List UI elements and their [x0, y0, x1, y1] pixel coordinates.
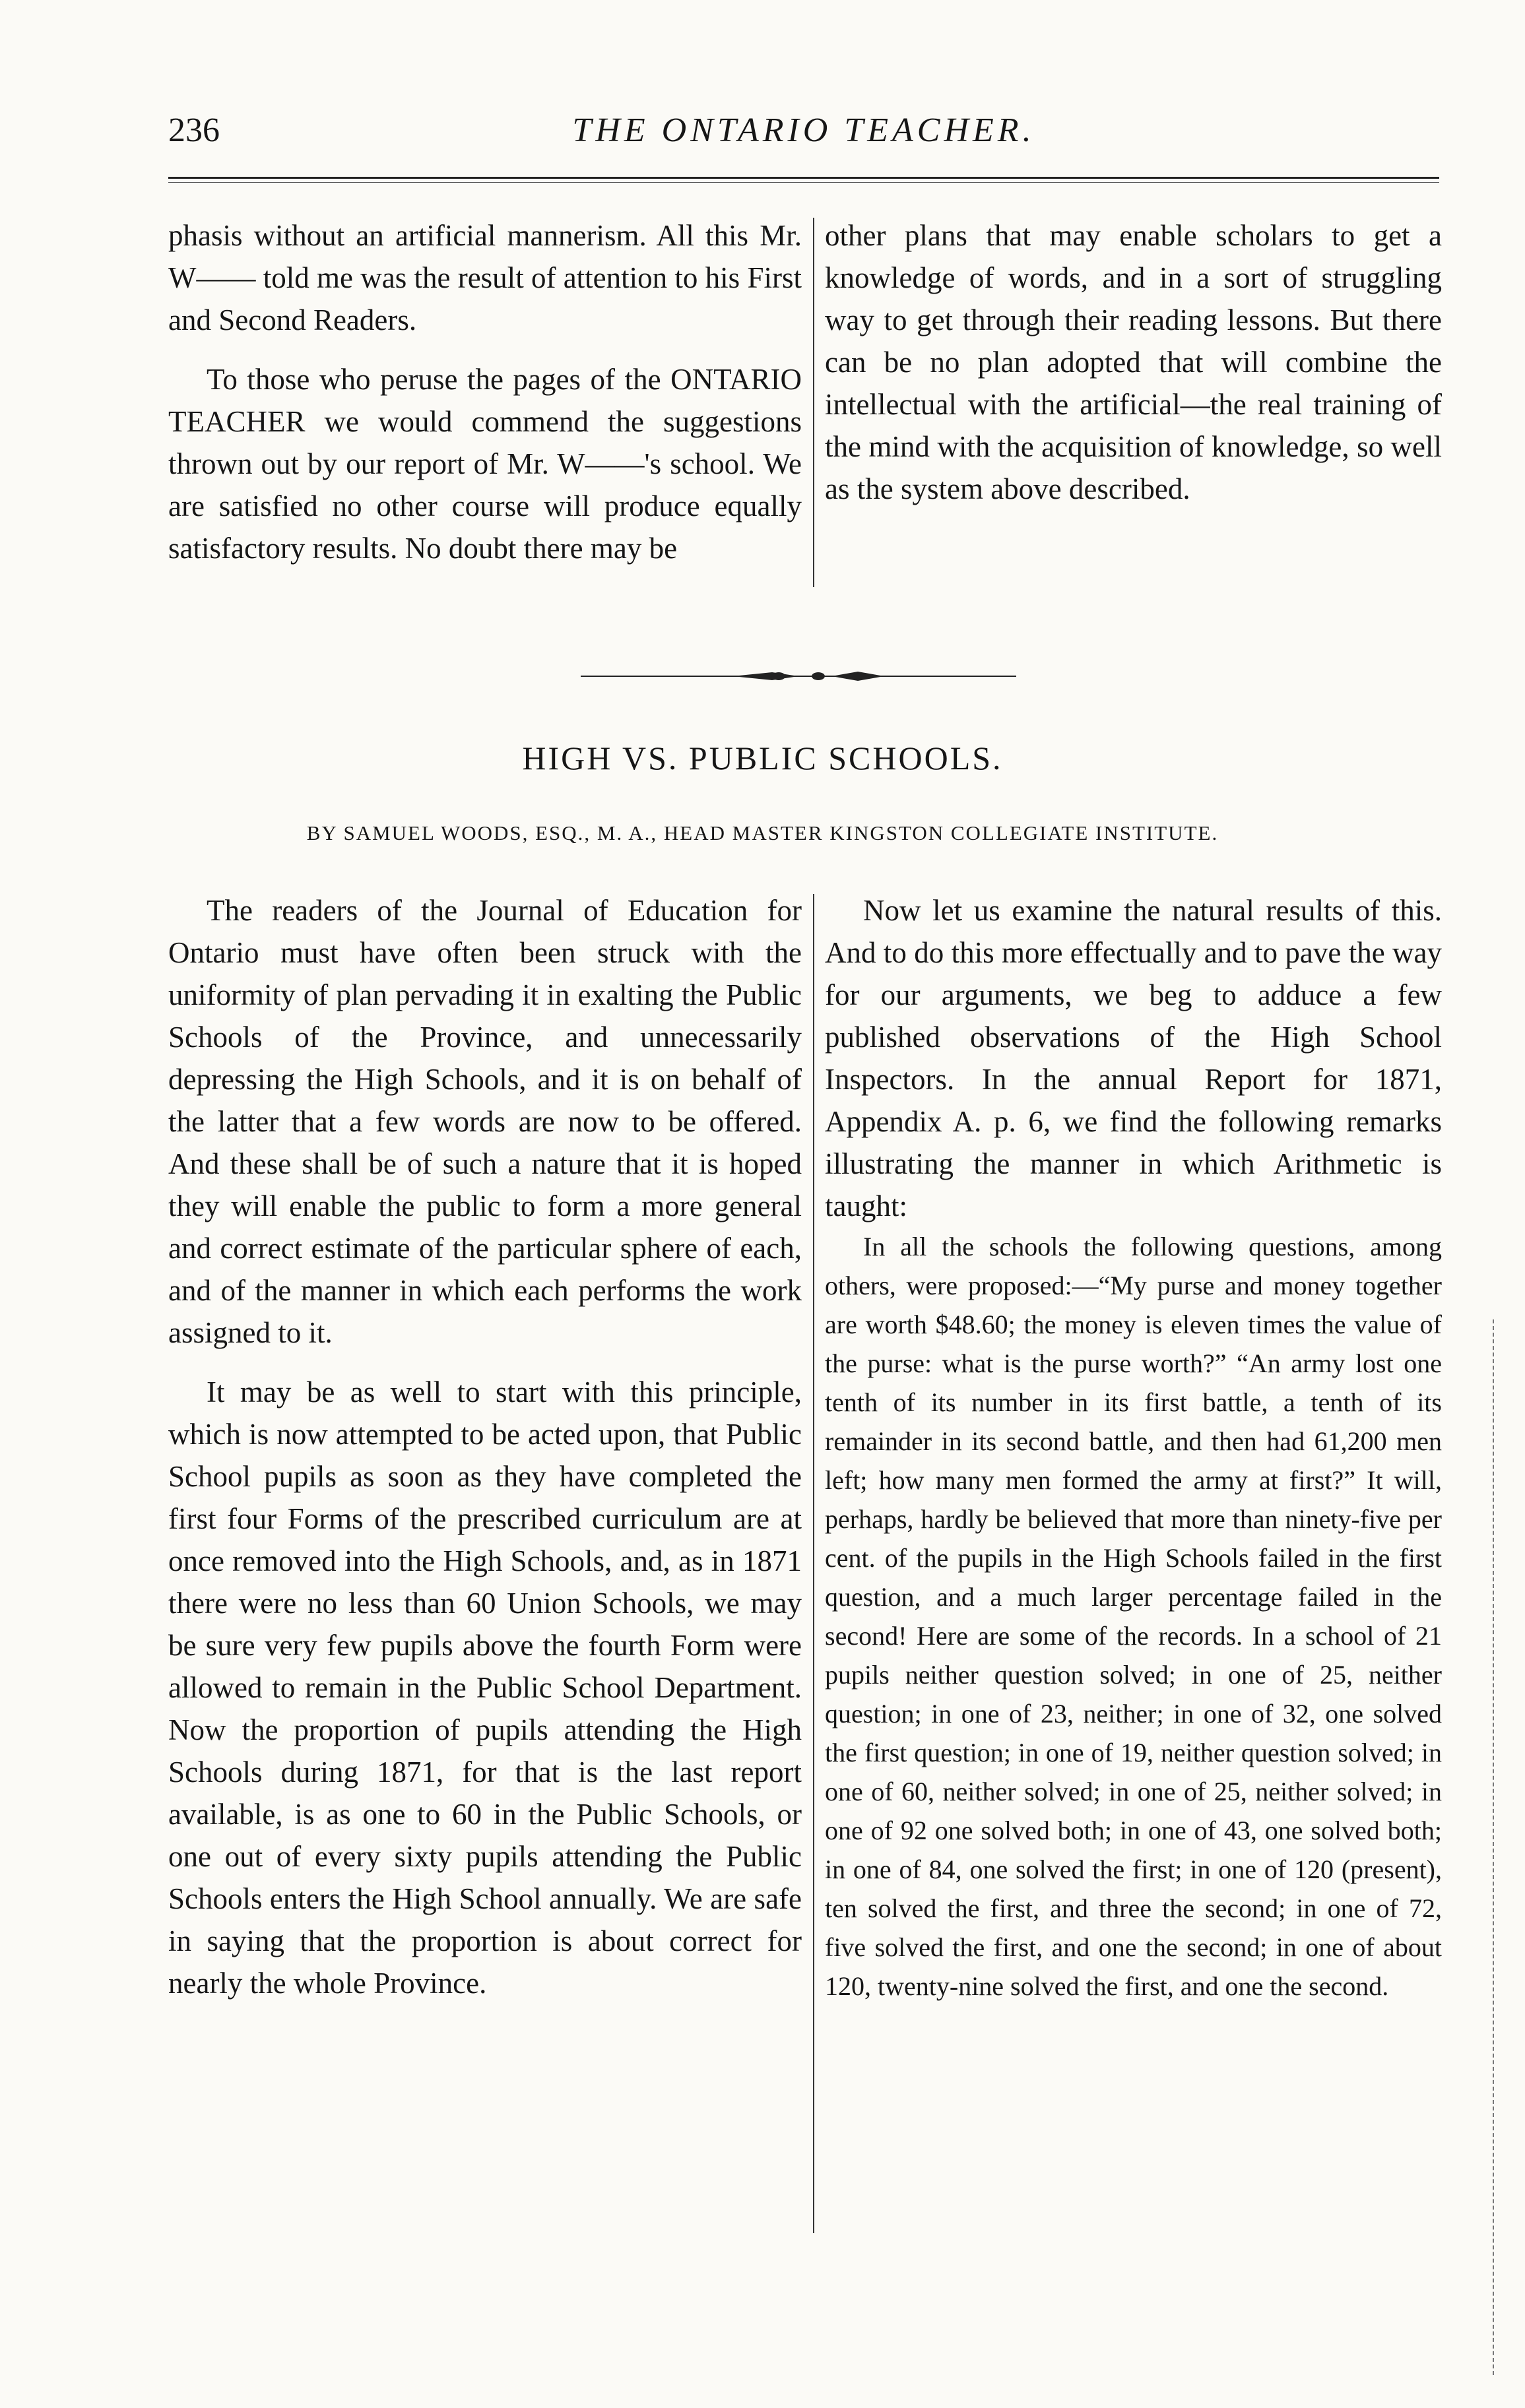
bottom-left-column — [168, 889, 802, 2004]
top-left-column — [168, 214, 802, 569]
quote-paragraph: In all the schools the following questions, among others, were proposed:—“My purse and money together are worth $48.60; the money is eleven times the value of the purse: what is the purse worth?” “An army lost one tenth of its number in its first battle, a tenth of its remainder in its second battle, and then had 61,200 men left; how many men formed the army at first?” It will, perhaps, hardly be believed that more than ninety-five per cent. of the pupils in the High Schools failed in the first question, and a much larger percentage failed in the second! Here are some of the records. In a school of 21 pupils neither question solved; in one of 25, neither question; in one of 23, neither; in one of 32, one solved the first question; in one of 19, neither question solved; in one of 60, neither solved; in one of 25, neither solved; in one of 92 one solved both; in one of 43, one solved both; in one of 84, one solved the first; in one of 120 (present), ten solved the first, and three the second; in one of 72, five solved the first, and one the second; in one of about 120, twenty-nine solved the first, and one the second. — [825, 1232, 1442, 2001]
header-rule-thin — [168, 182, 1439, 183]
paragraph: The readers of the Journal of Education for Ontario must have often been struck with the uniformity of plan pervading it in exalting the Public Schools of the Province, and unnecessarily depressing the High Schools, and it is on behalf of the latter that a few words are now to be offered. And these shall be of such a nature that it is hoped they will enable the public to form a more general and correct estimate of the particular sphere of each, and of the manner in which each performs the work assigned to it. — [168, 894, 802, 1349]
paragraph: Now let us examine the natural results of this. And to do this more effectually and to pave the way for our arguments, we beg to adduce a few published observations of the High School Inspectors. In the annual Report for 1871, Appendix A. p. 6, we find the following remarks illustrating the manner in which Arithmetic is taught: — [825, 894, 1442, 1222]
margin-mark — [1493, 1319, 1494, 2375]
paragraph: other plans that may enable scholars to get a knowledge of words, and in a sort of struggling way to get through their reading lessons. But there can be no plan adopted that will combine the intellectual with the artificial—the real training of the mind with the acquisition of knowledge, so well as the system above described. — [825, 219, 1442, 505]
byline: BY SAMUEL WOODS, ESQ., M. A., HEAD MASTER KINGSTON COLLEGIATE INSTITUTE. — [306, 821, 1219, 844]
running-header — [168, 111, 1439, 164]
paragraph: phasis without an artificial mannerism. All this Mr. W—— told me was the result of attention to his First and Second Readers. — [168, 219, 802, 336]
column-divider — [813, 894, 814, 2233]
paragraph: It may be as well to start with this principle, which is now attempted to be acted upon, that Public School pupils as soon as they have completed the first four Forms of the prescribed curriculum are at once removed into the High Schools, and, as in 1871 there were no less than 60 Union Schools, we may be sure very few pupils above the fourth Form were allowed to remain in the Public School Department. Now the proportion of pupils attending the High Schools during 1871, for that is the last report available, is as one to 60 in the Public Schools, or one out of every sixty pupils attending the Public Schools enters the High School annually. We are safe in saying that the proportion is about correct for nearly the whole Province. — [168, 1376, 802, 2000]
paragraph: To those who peruse the pages of the ONTARIO TEACHER we would commend the suggestions thrown out by our report of Mr. W——'s school. We are satisfied no other course will produce equally satisfactory results. No doubt there may be — [168, 363, 802, 565]
page-number: 236 — [168, 111, 220, 149]
journal-title: THE ONTARIO TEACHER. — [572, 111, 1035, 149]
top-right-column — [825, 214, 1442, 510]
bottom-right-column — [825, 889, 1442, 2006]
block-quote — [825, 1227, 1442, 2006]
article-title: HIGH VS. PUBLIC SCHOOLS. — [522, 740, 1003, 776]
header-rule — [168, 177, 1439, 179]
section-ornament — [581, 663, 1016, 689]
column-divider — [813, 218, 814, 587]
